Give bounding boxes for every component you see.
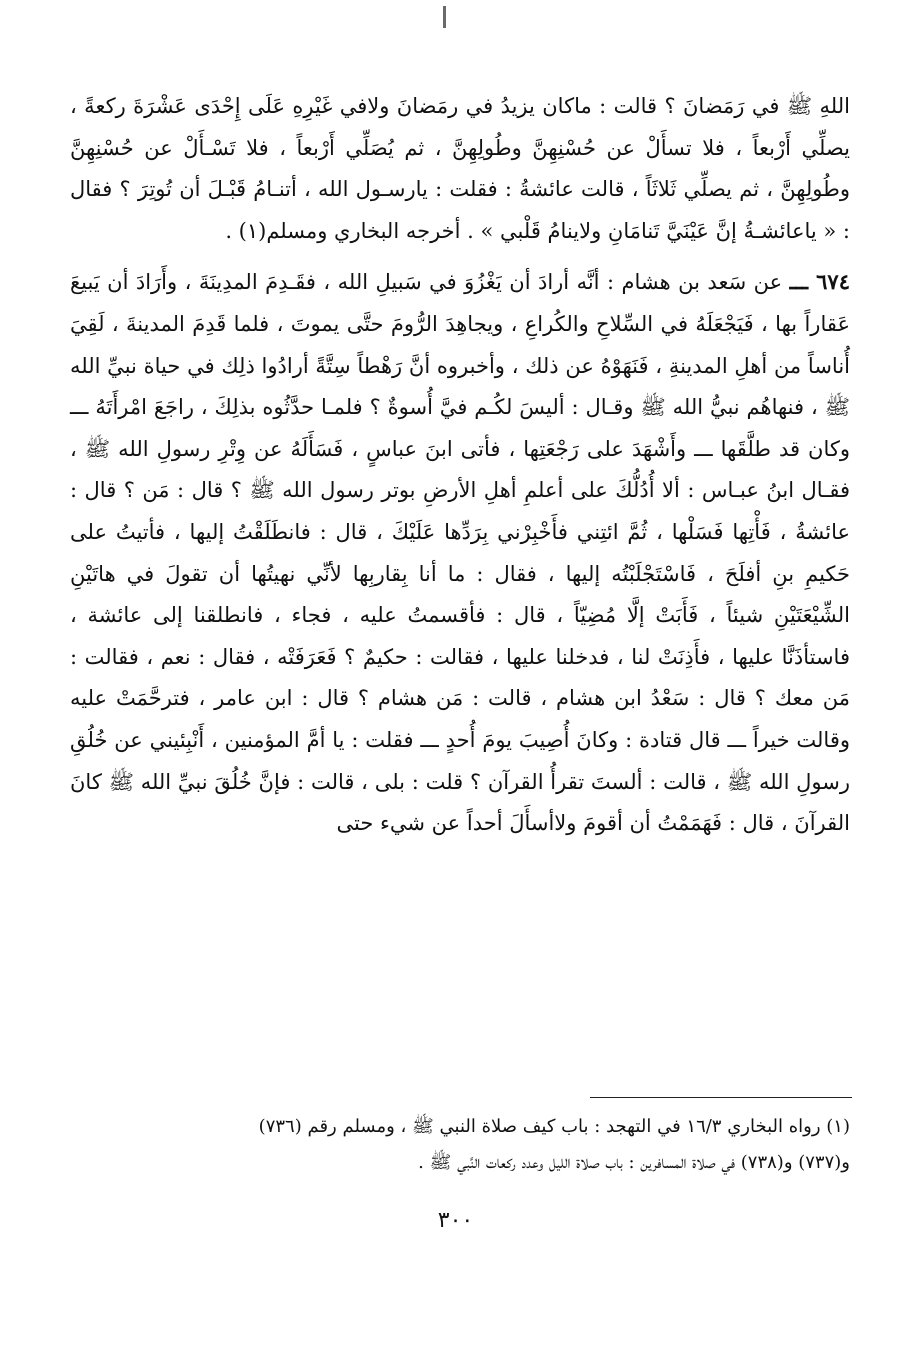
- footnote-separator: [590, 1097, 852, 1098]
- hadith-text: عن سَعد بن هشام : أنَّه أرادَ أن يَغْزُوَ في سَبيلِ الله ، فقَـدِمَ المدِينَةَ ، وأَرَادَ أن يَبيعَ عَقاراً بها ، فَيَجْعَلَهُ في السِّلاحِ والكُراعِ ، ويجاهِدَ الرُّومَ حتَّى يموتَ ، فلما قَدِمَ المدينةَ ، لَقِيَ أُناساً من أهلِ المدينةِ ، فَنَهَوْهُ عن ذلك ، وأخبروه أنَّ رَهْطاً سِتَّةً أرادُوا ذلِك في حياة نبيِّ الله ﷺ ، فنهاهُم نبيُّ الله ﷺ وقـال : أليسَ لكُـم فيَّ أُسوةٌ ؟ فلمـا حدَّثُوه بذلِكَ ، راجَعَ امْرأَتَهُ ـــ وكان قد طلَّقَها ـــ وأَشْهَدَ على رَجْعَتِها ، فأتى ابنَ عباسٍ ، فَسَأَلَهُ عن وِتْرِ رسولِ الله ﷺ ، فقـال ابنُ عبـاس : ألا أُدُلُّكَ على أعلمِ أهلِ الأرضِ بوتر رسول الله ﷺ ؟ قال : مَن ؟ قال : عائشةُ ، فَأْتِها فَسَلْها ، ثُمَّ ائتِني فأَخْبِرْني بِرَدِّها عَلَيْكَ ، قال : فانطَلَقْتُ إليها ، فأتيتُ على حَكيمِ بنِ أفلَحَ ، فَاسْتَجْلَبْتُه إليها ، فقال : ما أنا بِقاربِها لأنِّي نهيتُها أن تقولَ في هاتَيْنِ الشِّيْعَتَيْنِ شيئاً ، فَأَبَتْ إلَّا مُضِيّاً ، قال : فأقسمتُ عليه ، فجاء ، فانطلقنا إلى عائشة ، فاستأذَنَّا عليها ، فأَذِنَتْ لنا ، فدخلنا عليها ، فقالت : حكيمٌ ؟ فَعَرَفَتْه ، فقال : نعم ، فقالت : مَن معك ؟ قال : سَعْدُ ابن هشام ، قالت : مَن هشام ؟ قال : ابن عامر ، فترحَّمَتْ عليه وقالت خيراً ـــ قال قتادة : وكانَ أُصِيبَ يومَ أُحدٍ ـــ فقلت : يا أمَّ المؤمنين ، أَنْبِئيني عن خُلُقِ رسولِ الله ﷺ ، قالت : ألستَ تقرأُ القرآن ؟ قلت : بلى ، قالت : فإنَّ خُلُقَ نبيِّ الله ﷺ كانَ القرآنَ ، قال : فَهَمَمْتُ أن أقومَ ولاأسأَلَ أحداً عن شيء حتى: [70, 270, 850, 836]
- paragraph-continuation: اللهِ ﷺ في رَمَضانَ ؟ قالت : ماكان يزيدُ في رمَضانَ ولافي غَيْرِهِ عَلَى إِحْدَى عَشْرَةَ ركعةً ، يصلِّي أَرْبعاً ، فلا تسأَلْ عن حُسْنِهِنَّ وطُولِهِنَّ ، ثم يُصَلِّي أَرْبعاً ، فلا تَسْـأَلْ عن حُسْنِهِنَّ وطُولِهِنَّ ، ثم يصلِّي ثَلاثَاً ، قالت عائشةُ : فقلت : يارسـول الله ، أتنـامُ قَبْـلَ أن تُوتِرَ ؟ فقال : « ياعائشـةُ إنَّ عَيْنَيَّ تَنامَانِ ولاينامُ قَلْبي » . أخرجه البخاري ومسلم(١) .: [70, 94, 850, 243]
- footnote-line: (١) رواه البخاري ١٦/٣ في التهجد : باب كيف صلاة النبي ﷺ ، ومسلم رقم (٧٣٦): [258, 1116, 850, 1137]
- top-margin-mark: [443, 6, 446, 28]
- hadith-number: ٦٧٤ ـــ: [789, 269, 850, 295]
- hadith-paragraph: [70, 261, 850, 844]
- main-text: [70, 86, 850, 845]
- footnote-line: و(٧٣٧) و(٧٣٨) في صلاة المسافرين : باب صلاة الليل وعدد ركعات النَّبي ﷺ .: [418, 1152, 850, 1173]
- footnotes: [70, 1109, 850, 1181]
- page-number: ٣٠٠: [437, 1208, 474, 1233]
